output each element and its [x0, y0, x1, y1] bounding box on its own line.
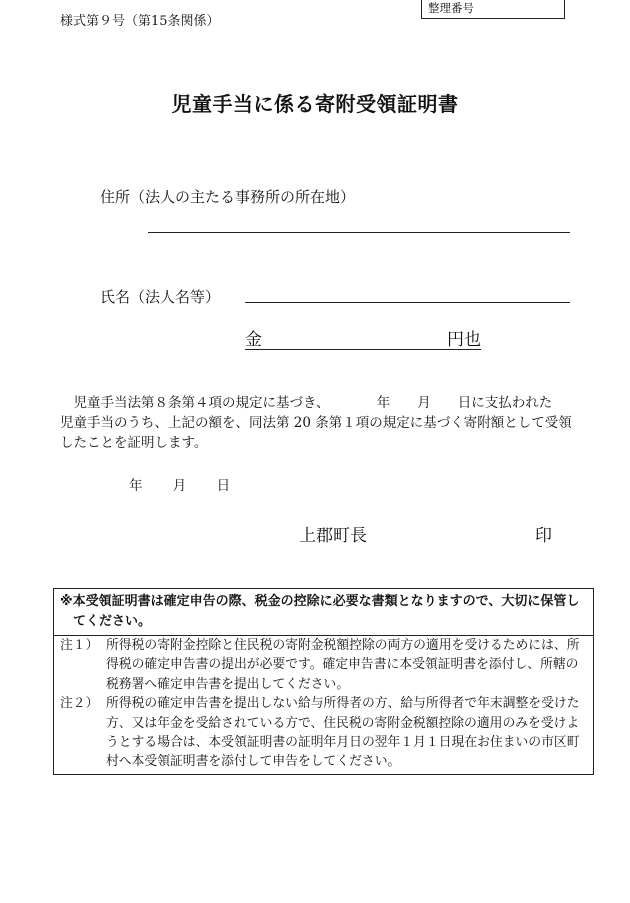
address-label: 住所（法人の主たる事務所の所在地）: [100, 188, 356, 206]
date-day: 日: [216, 478, 231, 494]
certification-statement: [60, 393, 575, 453]
note-text: 所得税の確定申告書を提出しない給与所得者の方、給与所得者で年末調整を受けた方、又は年金を受給されている方で、住民税の寄附金税額控除の適用のみを受けようとする場合は、本受領証明書の証明年月日の翌年１月１日現在お住まいの市区町村へ本受領証明書を添付して申告をしてください。: [106, 696, 580, 770]
date-month: 月: [172, 478, 187, 494]
reference-number-label: 整理番号: [428, 1, 474, 15]
name-label: 氏名（法人名等）: [100, 288, 221, 306]
name-field-line: [245, 302, 570, 303]
note-label: 注１）: [60, 638, 99, 653]
address-field-line: [148, 232, 570, 233]
statement-line: したことを証明します。: [60, 435, 208, 451]
form-number: 様式第９号（第15条関係）: [60, 14, 220, 29]
issuer-name: 上郡町長: [299, 526, 367, 546]
statement-line: 児童手当法第８条第４項の規定に基づき、 年 月 日に支払われた: [60, 395, 553, 411]
notes-header: ※本受領証明書は確定申告の際、税金の控除に必要な書類となりますので、大切に保管してください。: [54, 589, 593, 636]
note-text: 所得税の寄附金控除と住民税の寄附金税額控除の両方の適用を受けるためには、所得税の確定申告書の提出が必要です。確定申告書に本受領証明書を添付し、所轄の税務署へ確定申告書を提出してください。: [106, 638, 580, 692]
seal-mark: 印: [535, 526, 552, 546]
document-title: 児童手当に係る寄附受領証明書: [171, 92, 459, 116]
issue-date: [129, 474, 256, 494]
reference-number-box: [421, 0, 565, 19]
amount-suffix: 円也: [447, 330, 481, 350]
notes-box: [53, 588, 594, 775]
note-item: [54, 636, 593, 694]
note-item: [54, 694, 593, 772]
amount-field: [245, 325, 481, 350]
date-year: 年: [129, 478, 143, 494]
statement-line: 児童手当のうち、上記の額を、同法第 20 条第１項の規定に基づく寄附額として受領: [60, 415, 572, 431]
amount-prefix: 金: [245, 330, 262, 350]
note-label: 注２）: [60, 696, 99, 712]
